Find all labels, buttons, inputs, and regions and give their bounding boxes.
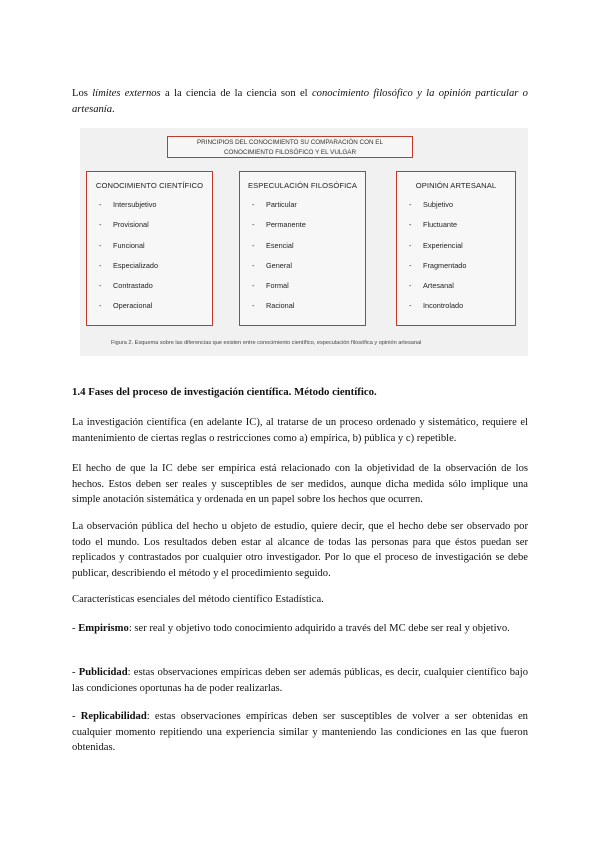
bullet: -: [409, 200, 412, 209]
item-label: Provisional: [113, 220, 149, 230]
figure-title: [167, 136, 413, 158]
bullet: -: [252, 260, 255, 270]
item-label: Operacional: [113, 301, 153, 311]
paragraph: La observación pública del hecho u objeto de estudio, quiere decir, que el hecho debe ser observado por todo el mundo. Los resultados deben estar al alcance de todas las personas para que éstos puedan ser replicados y contrastados por cualquier otro investigador. Por lo que el proceso de investigación se debe publicar, describiendo el método y el procedimiento seguido.: [72, 521, 528, 579]
bullet: -: [409, 220, 412, 230]
list-item: [99, 199, 212, 219]
column-header: CONOCIMIENTO CIENTÍFICO: [95, 181, 204, 190]
bullet: -: [252, 301, 255, 311]
figure-caption: Figura 2. Esquema sobre las diferencias que existen entre conocimiento científico, especulación filosófica y opinión artesanal: [111, 340, 422, 346]
column-list: [87, 199, 212, 321]
feature-term: Empirismo: [78, 623, 129, 634]
list-item: [409, 219, 515, 239]
bullet: -: [409, 240, 412, 250]
intro-emphasis: conocimiento filosófico y la opinión particular o artesanía: [72, 88, 528, 115]
bullet: -: [99, 240, 102, 250]
column-box-scientific: [86, 171, 213, 326]
list-item: [99, 280, 212, 300]
item-dash: -: [72, 711, 81, 722]
item-label: Permanente: [266, 220, 306, 230]
item-label: Fluctuante: [423, 220, 458, 230]
item-label: Contrastado: [113, 281, 153, 291]
list-item: [252, 240, 365, 260]
feature-item-publicidad: [72, 665, 528, 696]
list-item: [252, 260, 365, 280]
section-heading: 1.4 Fases del proceso de investigación científica. Método científico.: [72, 386, 377, 398]
item-label: Racional: [266, 301, 295, 311]
bullet: -: [252, 200, 255, 209]
bullet: -: [409, 260, 412, 270]
bullet: -: [99, 260, 102, 270]
feature-term: Publicidad: [78, 667, 128, 678]
list-item: [409, 280, 515, 300]
intro-text: .: [112, 103, 115, 115]
bullet: -: [409, 281, 412, 291]
comparison-figure: [80, 128, 528, 356]
feature-text: : ser real y objetivo todo conocimiento adquirido a través del MC debe ser real y objetivo.: [128, 623, 510, 634]
paragraph: La investigación científica (en adelante IC), al tratarse de un proceso ordenado y sistemático, requiere el mantenimiento de ciertas reglas o restricciones como a) empírica, b) pública y c) repetible.: [72, 417, 528, 444]
list-item: [252, 199, 365, 219]
intro-text: Los: [72, 88, 93, 99]
feature-item-empirismo: [72, 621, 528, 637]
list-item: [99, 240, 212, 260]
list-item: [99, 260, 212, 280]
item-dash: -: [72, 623, 79, 634]
list-item: [99, 219, 212, 239]
list-item: [409, 300, 515, 320]
list-item: [409, 260, 515, 280]
intro-emphasis: límites externos: [92, 88, 161, 99]
column-box-philosophical: [239, 171, 366, 326]
list-item: [252, 280, 365, 300]
list-item: [409, 240, 515, 260]
bullet: -: [409, 301, 412, 311]
column-list: [240, 199, 365, 321]
figure-title-line: PRINCIPIOS DEL CONOCIMIENTO SU COMPARACIÓN CON EL: [196, 139, 384, 146]
item-label: General: [266, 260, 292, 270]
item-label: Esencial: [266, 240, 294, 250]
bullet: -: [99, 200, 102, 209]
bullet: -: [99, 220, 102, 230]
bullet: -: [252, 220, 255, 230]
paragraph: El hecho de que la IC debe ser empírica está relacionado con la objetividad de la observación de los hechos. Estos deben ser reales y susceptibles de ser medidos, aunque dicha medida sólo implique una simple anotación sistemática y ordenada en un papel sobre los hechos que ocurren.: [72, 463, 528, 505]
column-header: OPINIÓN ARTESANAL: [415, 181, 497, 190]
item-label: Funcional: [113, 240, 145, 250]
column-box-artisanal: [396, 171, 516, 326]
item-label: Particular: [266, 200, 297, 209]
item-label: Intersubjetivo: [113, 200, 157, 209]
intro-text: a la ciencia de la ciencia son el: [160, 88, 312, 99]
column-list: [397, 199, 515, 321]
bullet: -: [252, 281, 255, 291]
item-dash: -: [72, 667, 79, 678]
column-header: ESPECULACIÓN FILOSÓFICA: [247, 181, 358, 190]
list-item: [99, 300, 212, 320]
bullet: -: [99, 301, 102, 311]
intro-paragraph: [72, 86, 528, 117]
feature-item-replicabilidad: [72, 709, 528, 756]
bullet: -: [99, 281, 102, 291]
item-label: Artesanal: [423, 281, 454, 291]
item-label: Especializado: [113, 260, 159, 270]
feature-term: Replicabilidad: [80, 711, 147, 722]
list-item: [409, 199, 515, 219]
bullet: -: [252, 240, 255, 250]
item-label: Subjetivo: [423, 200, 454, 209]
item-label: Incontrolado: [423, 301, 464, 311]
item-label: Fragmentado: [423, 260, 467, 270]
item-label: Experiencial: [423, 240, 463, 250]
list-item: [252, 300, 365, 320]
feature-text: : estas observaciones empíricas deben ser susceptibles de volver a ser obtenidas en cualquier momento repitiendo una experiencia similar y manteniendo las condiciones en las que fueron obtenidas.: [72, 711, 528, 753]
item-label: Formal: [266, 281, 289, 291]
list-item: [252, 219, 365, 239]
feature-text: : estas observaciones empíricas deben ser además públicas, es decir, cualquier científico bajo las condiciones oportunas ha de poder realizarlas.: [72, 667, 528, 694]
paragraph: Características esenciales del método científico Estadística.: [72, 594, 324, 605]
figure-title-line: CONOCIMIENTO FILOSÓFICO Y EL VULGAR: [223, 148, 357, 156]
